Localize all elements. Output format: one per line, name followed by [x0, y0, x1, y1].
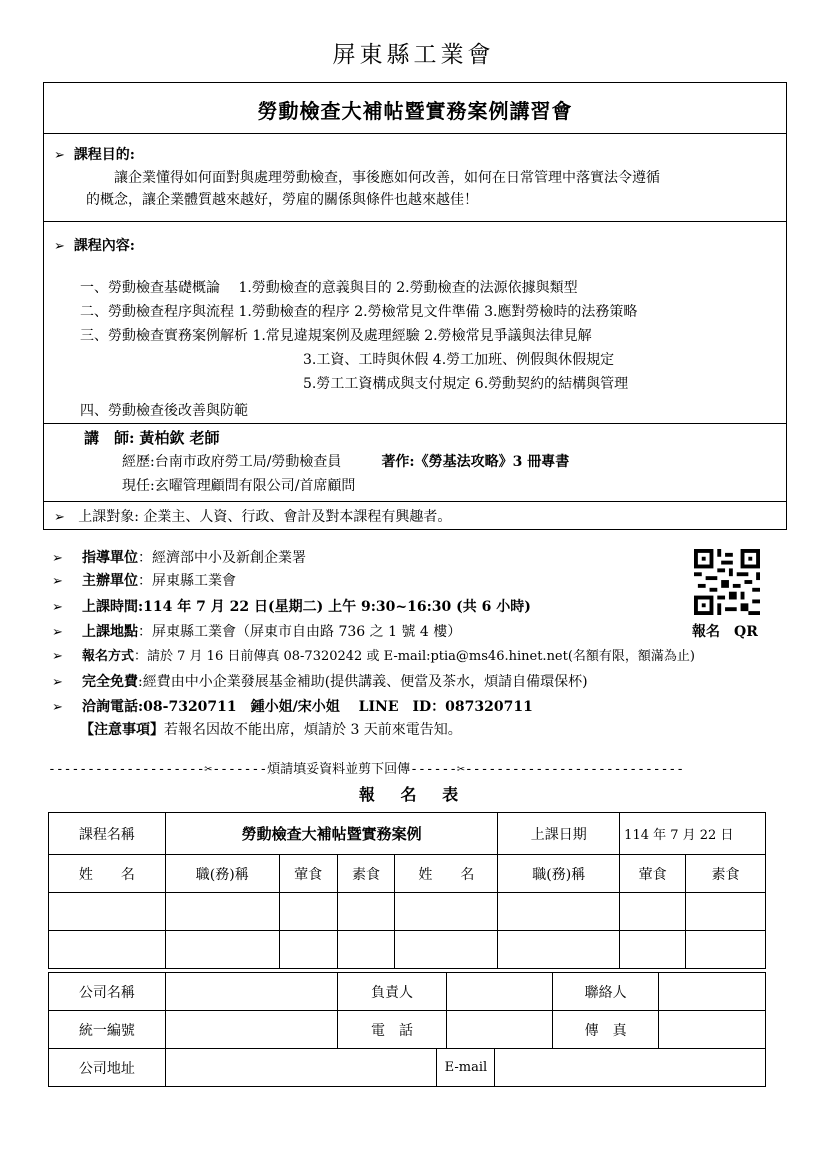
- bullet-icon: ➢: [54, 510, 65, 525]
- owner-field[interactable]: [447, 973, 553, 1011]
- lecturer-works: 著作:《勞基法攻略》3 冊專書: [381, 454, 570, 470]
- address-table: [48, 1048, 766, 1087]
- contact-person-label: 聯絡人: [553, 973, 659, 1011]
- attendee-meat-cell[interactable]: [620, 931, 686, 969]
- email-field[interactable]: [495, 1049, 766, 1087]
- address-label: 公司地址: [49, 1049, 166, 1087]
- attendee-job-cell[interactable]: [165, 931, 279, 969]
- meat-header: 葷食: [620, 855, 686, 893]
- course-info-box: [43, 82, 787, 530]
- attendee-row: [49, 931, 766, 969]
- outline-row-2: 二、勞動檢查程序與流程 1.勞動檢查的程序 2.勞檢常見文件準備 3.應對勞檢時的法務策略: [80, 304, 638, 320]
- purpose-line-1: 讓企業懂得如何面對與處理勞動檢查，事後應如何改善，如何在日常管理中落實法令遵循: [114, 170, 660, 186]
- cut-line: --------------------✂-------煩請填妥資料並剪下回傳------✂----------------------------: [48, 762, 685, 777]
- company-table: [48, 972, 766, 1049]
- bullet-icon: ➢: [52, 600, 63, 615]
- info-contact: ➢ 洽詢電話:08-7320711 鍾小姐/宋小姐 LINE ID：087320711: [52, 696, 533, 719]
- registration-table: [48, 812, 766, 969]
- meat-header: 葷食: [279, 855, 337, 893]
- tax-id-label: 統一編號: [49, 1011, 166, 1049]
- bullet-icon: ➢: [52, 574, 63, 589]
- bullet-icon: ➢: [54, 148, 65, 163]
- company-name-field[interactable]: [165, 973, 337, 1011]
- content-label: 課程內容:: [73, 238, 135, 254]
- attendee-name-cell[interactable]: [49, 893, 166, 931]
- job-title-header: 職(務)稱: [498, 855, 620, 893]
- content-section: [54, 235, 135, 258]
- purpose-section: [54, 144, 784, 211]
- phone-field[interactable]: [447, 1011, 553, 1049]
- attendee-job-cell[interactable]: [165, 893, 279, 931]
- lecturer-experience: 經歷:台南市政府勞工局/勞動檢查員 著作:《勞基法攻略》3 冊專書: [122, 454, 570, 470]
- attendee-veg-cell[interactable]: [337, 931, 395, 969]
- course-date-label: 上課日期: [498, 813, 620, 855]
- name-header: 姓 名: [49, 855, 166, 893]
- bullet-icon: ➢: [52, 625, 63, 640]
- company-name-label: 公司名稱: [49, 973, 166, 1011]
- info-location: ➢ 上課地點：屏東縣工業會（屏東市自由路 736 之 1 號 4 樓）: [52, 621, 461, 644]
- attendee-veg-cell[interactable]: [337, 893, 395, 931]
- bullet-icon: ➢: [52, 649, 63, 664]
- attendee-meat-cell[interactable]: [279, 931, 337, 969]
- bullet-icon: ➢: [52, 675, 63, 690]
- purpose-label: 課程目的:: [73, 147, 135, 163]
- attendee-veg-cell[interactable]: [686, 893, 766, 931]
- outline-row-1: 一、勞動檢查基礎概論 1.勞動檢查的意義與目的 2.勞動檢查的法源依據與類型: [80, 280, 578, 296]
- outline-row-4: 3.工資、工時與休假 4.勞工加班、例假與休假規定: [303, 352, 615, 368]
- attendee-job-cell[interactable]: [498, 931, 620, 969]
- job-title-header: 職(務)稱: [165, 855, 279, 893]
- owner-label: 負責人: [337, 973, 447, 1011]
- bullet-icon: ➢: [52, 700, 63, 715]
- attendee-name-cell[interactable]: [49, 931, 166, 969]
- info-supervisor: ➢ 指導單位：經濟部中小及新創企業署: [52, 547, 306, 570]
- attendee-row: [49, 893, 766, 931]
- attendee-meat-cell[interactable]: [620, 893, 686, 931]
- lecturer-name: 黃柏欽 老師: [139, 429, 220, 447]
- attendee-meat-cell[interactable]: [279, 893, 337, 931]
- info-host: ➢ 主辦單位：屏東縣工業會: [52, 570, 236, 593]
- lecturer-line: [84, 427, 220, 449]
- vegetarian-header: 素食: [686, 855, 766, 893]
- lecturer-current: 現任:玄曜管理顧問有限公司/首席顧問: [122, 478, 356, 494]
- attendee-veg-cell[interactable]: [686, 931, 766, 969]
- info-free: ➢ 完全免費:經費由中小企業發展基金補助(提供講義、便當及茶水，煩請自備環保杯): [52, 671, 588, 694]
- info-time: ➢ 上課時間:114 年 7 月 22 日(星期二) 上午 9:30~16:30 (共 6 小時): [52, 596, 531, 619]
- course-name-label: 課程名稱: [49, 813, 166, 855]
- contact-person-field[interactable]: [659, 973, 766, 1011]
- audience-line: ➢ 上課對象: 企業主、人資、行政、會計及對本課程有興趣者。: [54, 509, 452, 525]
- fax-field[interactable]: [659, 1011, 766, 1049]
- outline-row-5: 5.勞工工資構成與支付規定 6.勞動契約的結構與管理: [303, 376, 629, 392]
- outline-row-6: 四、勞動檢查後改善與防範: [80, 403, 248, 419]
- name-header: 姓 名: [395, 855, 498, 893]
- lecturer-label: 講 師:: [84, 429, 135, 447]
- attendee-name-cell[interactable]: [395, 931, 498, 969]
- email-label: E-mail: [437, 1049, 495, 1087]
- outline-row-3: 三、勞動檢查實務案例解析 1.常見違規案例及處理經驗 2.勞檢常見爭議與法律見解: [80, 328, 592, 344]
- course-title: 勞動檢查大補帖暨實務案例講習會: [257, 99, 573, 123]
- course-name-value: 勞動檢查大補帖暨實務案例: [165, 813, 498, 855]
- purpose-line-2: 的概念，讓企業體質越來越好，勞雇的關係與條件也越來越佳！: [86, 192, 478, 208]
- address-field[interactable]: [165, 1049, 437, 1087]
- attendee-name-cell[interactable]: [395, 893, 498, 931]
- course-date-value: 114 年 7 月 22 日: [620, 813, 766, 855]
- qr-label: 報名 QR: [692, 624, 758, 640]
- organizer-header: 屏東縣工業會: [332, 42, 495, 68]
- info-registration: ➢ 報名方式：請於 7 月 16 日前傳真 08-7320242 或 E-mail:ptia@ms46.hinet.net(名額有限，額滿為止): [52, 646, 695, 668]
- bullet-icon: ➢: [52, 551, 63, 566]
- form-title: 報 名 表: [358, 785, 469, 804]
- bullet-icon: ➢: [54, 239, 65, 254]
- attendee-job-cell[interactable]: [498, 893, 620, 931]
- notice-line: 【注意事項】若報名因故不能出席，煩請於 3 天前來電告知。: [80, 722, 462, 738]
- phone-label: 電 話: [337, 1011, 447, 1049]
- tax-id-field[interactable]: [165, 1011, 337, 1049]
- vegetarian-header: 素食: [337, 855, 395, 893]
- qr-code-icon[interactable]: [693, 549, 761, 615]
- fax-label: 傳 真: [553, 1011, 659, 1049]
